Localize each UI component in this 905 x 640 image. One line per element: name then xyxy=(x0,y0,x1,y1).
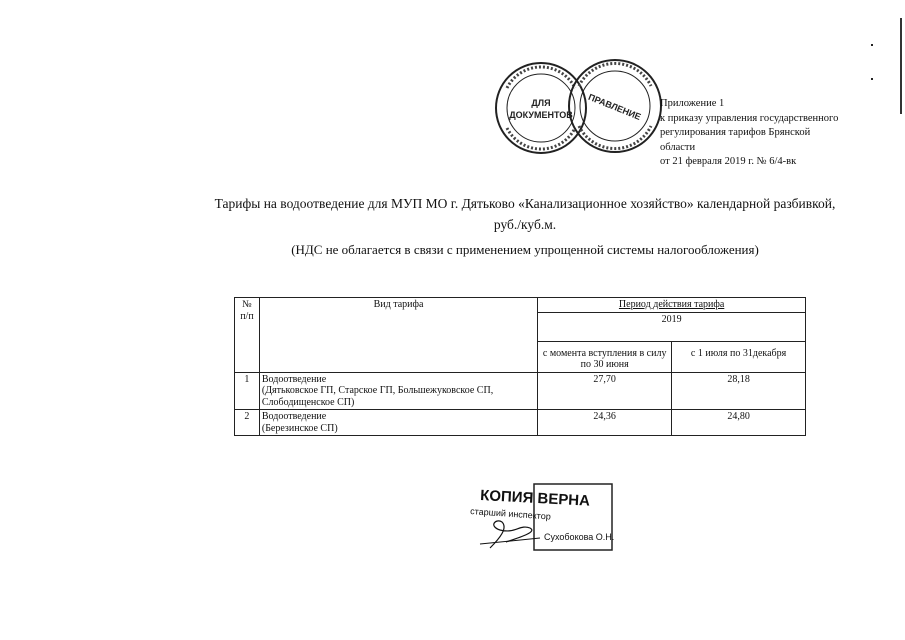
left-round-stamp xyxy=(496,63,586,153)
copy-stamp-role: старший инспектор xyxy=(469,506,552,522)
row-1-kind-line-3: Слободищенское СП) xyxy=(261,396,355,408)
document-title xyxy=(200,193,850,235)
copy-stamp-name: Сухобокова О.Н. xyxy=(544,532,615,542)
header-period xyxy=(538,298,806,313)
appendix-line-2: к приказу управления государственного xyxy=(660,112,839,124)
row-2-kind-line-2: (Березинское СП) xyxy=(261,422,338,434)
right-round-stamp xyxy=(569,60,661,152)
vat-note: (НДС не облагается в связи с применением упрощенной системы налогообложения) xyxy=(291,242,759,257)
row-2-kind-line-1: Водоотведение xyxy=(261,411,327,422)
appendix-line-3: регулирования тарифов Брянской xyxy=(660,127,811,138)
left-stamp-line1: ДЛЯ xyxy=(531,98,551,108)
scan-edge-mark xyxy=(900,18,902,114)
table-row xyxy=(235,410,806,436)
copy-certified-stamp xyxy=(460,478,620,556)
appendix-line-1: Приложение 1 xyxy=(660,98,725,109)
scan-dot xyxy=(871,44,873,46)
table-row xyxy=(235,372,806,410)
title-line-1: Тарифы на водоотведение для МУП МО г. Дятьково «Канализационное хозяйство» календарной разбивкой, xyxy=(214,196,836,211)
row-2-kind xyxy=(259,410,537,436)
appendix-reference xyxy=(660,97,880,170)
header-period-2: с 1 июля по 31декабря xyxy=(672,341,806,372)
signature-mark xyxy=(490,521,532,548)
row-2-num: 2 xyxy=(235,410,260,436)
document-stamps xyxy=(493,48,668,170)
row-2-value-2: 24,80 xyxy=(672,410,806,436)
header-num: № п/п xyxy=(235,298,260,373)
left-stamp-line2: ДОКУМЕНТОВ xyxy=(509,110,573,120)
scan-dot xyxy=(871,78,873,80)
table-header-row xyxy=(235,298,806,313)
header-period-label: Период действия тарифа xyxy=(618,299,725,310)
header-period-1: с момента вступления в силу по 30 июня xyxy=(538,341,672,372)
copy-stamp-main: КОПИЯ ВЕРНА xyxy=(479,487,591,510)
row-1-kind-line-2: (Дятьковское ГП, Старское ГП, Большежуковское СП, xyxy=(261,385,494,396)
appendix-line-4: области xyxy=(660,141,696,153)
header-kind: Вид тарифа xyxy=(259,298,537,373)
appendix-line-5: от 21 февраля 2019 г. № 6/4-вк xyxy=(660,156,797,167)
right-stamp-center: ПРАВЛЕНИЕ xyxy=(586,91,643,123)
row-1-num: 1 xyxy=(235,372,260,410)
row-1-value-2: 28,18 xyxy=(672,372,806,410)
row-1-value-1: 27,70 xyxy=(538,372,672,410)
title-line-2: руб./куб.м. xyxy=(493,217,557,232)
row-1-kind-line-1: Водоотведение xyxy=(261,373,327,385)
row-2-value-1: 24,36 xyxy=(538,410,672,436)
header-year: 2019 xyxy=(538,312,806,341)
tariffs-table xyxy=(234,297,806,436)
row-1-kind xyxy=(259,372,537,410)
